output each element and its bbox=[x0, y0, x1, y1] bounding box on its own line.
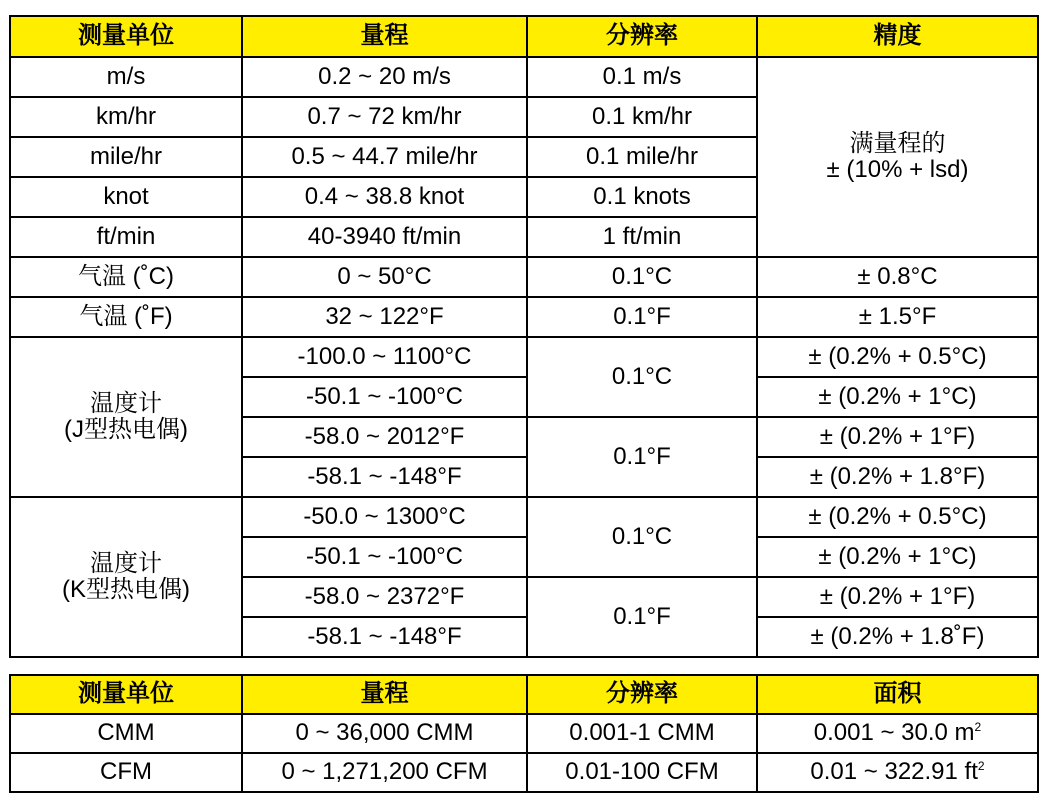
cell-range: 0 ~ 1,271,200 CFM bbox=[242, 753, 527, 792]
cell-accuracy: ± 1.5°F bbox=[757, 297, 1038, 337]
cell-resolution: 0.1°C bbox=[527, 337, 757, 417]
cell-range: -58.0 ~ 2372°F bbox=[242, 577, 527, 617]
speed-accuracy-line1: 满量程的 bbox=[849, 129, 946, 157]
k-unit-line1: 温度计 bbox=[90, 549, 162, 577]
cell-range: -58.1 ~ -148°F bbox=[242, 457, 527, 497]
cell-resolution: 0.01-100 CFM bbox=[527, 753, 757, 792]
cell-unit-j-thermocouple bbox=[10, 337, 242, 497]
cell-range: -50.0 ~ 1300°C bbox=[242, 497, 527, 537]
cell-area bbox=[757, 714, 1038, 753]
cell-resolution: 0.1°C bbox=[527, 257, 757, 297]
cell-range: 0.4 ~ 38.8 knot bbox=[242, 177, 527, 217]
cell-unit: km/hr bbox=[10, 97, 242, 137]
cell-unit: CFM bbox=[10, 753, 242, 792]
cell-accuracy: ± (0.2% + 1°F) bbox=[757, 417, 1038, 457]
cell-resolution: 0.1°F bbox=[527, 417, 757, 497]
cell-unit: mile/hr bbox=[10, 137, 242, 177]
table-header-row bbox=[10, 675, 1038, 714]
j-unit-line1: 温度计 bbox=[90, 389, 162, 417]
header-accuracy: 精度 bbox=[757, 16, 1038, 57]
table-row bbox=[10, 57, 1038, 97]
cell-range: -100.0 ~ 1100°C bbox=[242, 337, 527, 377]
cell-resolution: 0.1 km/hr bbox=[527, 97, 757, 137]
cell-resolution: 0.001-1 CMM bbox=[527, 714, 757, 753]
header-unit: 测量单位 bbox=[10, 16, 242, 57]
cell-unit: ft/min bbox=[10, 217, 242, 257]
cell-unit: knot bbox=[10, 177, 242, 217]
header-resolution: 分辨率 bbox=[527, 675, 757, 714]
cell-accuracy: ± 0.8°C bbox=[757, 257, 1038, 297]
cell-resolution: 0.1 mile/hr bbox=[527, 137, 757, 177]
speed-accuracy-line2: ± (10% + lsd) bbox=[826, 156, 969, 183]
header-unit: 测量单位 bbox=[10, 675, 242, 714]
cell-area bbox=[757, 753, 1038, 792]
cell-range: -58.0 ~ 2012°F bbox=[242, 417, 527, 457]
airflow-table bbox=[9, 674, 1039, 793]
specs-table bbox=[9, 15, 1039, 658]
area-value: 0.001 ~ 30.0 m bbox=[813, 719, 975, 747]
cell-range: -58.1 ~ -148°F bbox=[242, 617, 527, 657]
area-superscript: 2 bbox=[974, 720, 982, 735]
cell-unit: CMM bbox=[10, 714, 242, 753]
cell-range: 40-3940 ft/min bbox=[242, 217, 527, 257]
cell-accuracy: ± (0.2% + 1.8°F) bbox=[757, 457, 1038, 497]
table-row bbox=[10, 257, 1038, 297]
cell-resolution: 0.1°F bbox=[527, 577, 757, 657]
j-unit-line2: (J型热电偶) bbox=[64, 416, 188, 443]
cell-unit-k-thermocouple bbox=[10, 497, 242, 657]
table-row bbox=[10, 753, 1038, 792]
area-value: 0.01 ~ 322.91 ft bbox=[810, 758, 978, 786]
header-range: 量程 bbox=[242, 675, 527, 714]
header-area: 面积 bbox=[757, 675, 1038, 714]
cell-range: -50.1 ~ -100°C bbox=[242, 537, 527, 577]
cell-resolution: 1 ft/min bbox=[527, 217, 757, 257]
k-unit-line2: (K型热电偶) bbox=[62, 576, 190, 603]
cell-range: 0.2 ~ 20 m/s bbox=[242, 57, 527, 97]
cell-accuracy: ± (0.2% + 1°C) bbox=[757, 537, 1038, 577]
cell-unit: 气温 (˚F) bbox=[10, 297, 242, 337]
cell-range: 32 ~ 122°F bbox=[242, 297, 527, 337]
cell-resolution: 0.1 m/s bbox=[527, 57, 757, 97]
cell-accuracy: ± (0.2% + 1°F) bbox=[757, 577, 1038, 617]
cell-unit: 气温 (˚C) bbox=[10, 257, 242, 297]
cell-accuracy: ± (0.2% + 1.8˚F) bbox=[757, 617, 1038, 657]
cell-range: 0 ~ 50°C bbox=[242, 257, 527, 297]
cell-range: 0.7 ~ 72 km/hr bbox=[242, 97, 527, 137]
cell-range: -50.1 ~ -100°C bbox=[242, 377, 527, 417]
cell-accuracy: ± (0.2% + 0.5°C) bbox=[757, 337, 1038, 377]
cell-range: 0 ~ 36,000 CMM bbox=[242, 714, 527, 753]
cell-unit: m/s bbox=[10, 57, 242, 97]
header-range: 量程 bbox=[242, 16, 527, 57]
header-resolution: 分辨率 bbox=[527, 16, 757, 57]
cell-accuracy: ± (0.2% + 0.5°C) bbox=[757, 497, 1038, 537]
table-row bbox=[10, 497, 1038, 537]
cell-resolution: 0.1 knots bbox=[527, 177, 757, 217]
cell-accuracy: ± (0.2% + 1°C) bbox=[757, 377, 1038, 417]
cell-range: 0.5 ~ 44.7 mile/hr bbox=[242, 137, 527, 177]
cell-resolution: 0.1°C bbox=[527, 497, 757, 577]
table-row bbox=[10, 297, 1038, 337]
cell-resolution: 0.1°F bbox=[527, 297, 757, 337]
table-header-row bbox=[10, 16, 1038, 57]
area-superscript: 2 bbox=[977, 759, 985, 774]
table-row bbox=[10, 337, 1038, 377]
cell-speed-accuracy bbox=[757, 57, 1038, 257]
table-row bbox=[10, 714, 1038, 753]
